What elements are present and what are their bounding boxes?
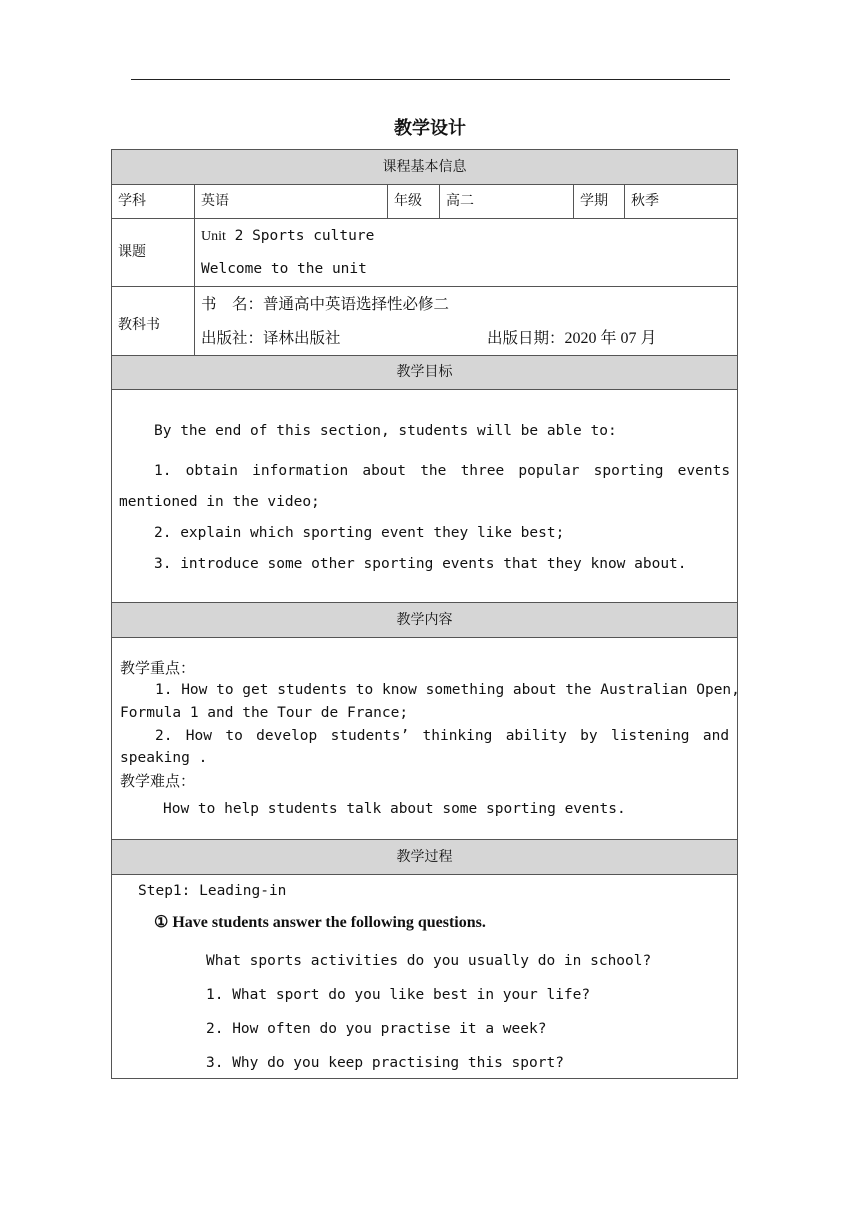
task-1: ① Have students answer the following questions. xyxy=(154,913,486,931)
difficulty-text: How to help students talk about some sporting events. xyxy=(163,801,626,818)
objective-item-1-cont: mentioned in the video; xyxy=(119,493,320,510)
publisher-value: 译林出版社 xyxy=(263,329,341,347)
question-3: 3. Why do you keep practising this sport? xyxy=(206,1054,564,1071)
key-point-1: 1. How to get students to know something about the Australian Open, xyxy=(155,682,740,699)
topic-value xyxy=(195,219,738,287)
pub-date-label: 出版日期： xyxy=(487,329,565,347)
objective-item-3: 3. introduce some other sporting events that they know about. xyxy=(154,555,687,572)
document-title: 教学设计 xyxy=(394,118,466,139)
objectives-block xyxy=(112,390,738,603)
section-header-basic-info: 课程基本信息 xyxy=(112,150,738,185)
term-label: 学期 xyxy=(574,185,625,219)
objectives-intro: By the end of this section, students will be able to: xyxy=(154,422,617,439)
section-header-objectives: 教学目标 xyxy=(112,356,738,390)
lesson-design-table xyxy=(111,149,738,1079)
term-value: 秋季 xyxy=(625,185,738,219)
book-name-label: 书 名： xyxy=(201,295,264,313)
step-1-heading: Step1: Leading-in xyxy=(138,882,287,899)
grade-value: 高二 xyxy=(440,185,574,219)
subject-label: 学科 xyxy=(112,185,195,219)
section-header-process: 教学过程 xyxy=(112,840,738,875)
objective-item-2: 2. explain which sporting event they like best; xyxy=(154,524,565,541)
objective-item-1: 1. obtain information about the three popular sporting events xyxy=(154,462,731,479)
topic-label: 课题 xyxy=(112,219,195,287)
process-block xyxy=(112,875,738,1079)
book-name-value: 普通高中英语选择性必修二 xyxy=(263,295,450,313)
question-intro: What sports activities do you usually do in school? xyxy=(206,952,652,969)
topic-line-2: Welcome to the unit xyxy=(201,260,367,277)
key-points-label: 教学重点： xyxy=(120,659,196,678)
question-1: 1. What sport do you like best in your life? xyxy=(206,986,591,1003)
textbook-info xyxy=(195,287,738,356)
topic-unit-prefix: Unit xyxy=(201,228,226,244)
key-point-1-cont: Formula 1 and the Tour de France; xyxy=(120,704,409,721)
grade-label: 年级 xyxy=(388,185,440,219)
header-rule xyxy=(131,79,730,80)
difficulty-label: 教学难点： xyxy=(120,772,196,791)
pub-date-value: 2020 年 07 月 xyxy=(564,330,657,347)
subject-value: 英语 xyxy=(195,185,388,219)
publisher-label: 出版社： xyxy=(201,329,264,347)
topic-line-1: 2 Sports culture xyxy=(225,227,375,244)
key-point-2: 2. How to develop students’ thinking ability by listening and xyxy=(155,727,730,744)
question-2: 2. How often do you practise it a week? xyxy=(206,1020,547,1037)
section-header-content: 教学内容 xyxy=(112,603,738,638)
key-point-2-cont: speaking . xyxy=(120,750,208,767)
textbook-label: 教科书 xyxy=(112,287,195,356)
content-block xyxy=(112,638,738,840)
